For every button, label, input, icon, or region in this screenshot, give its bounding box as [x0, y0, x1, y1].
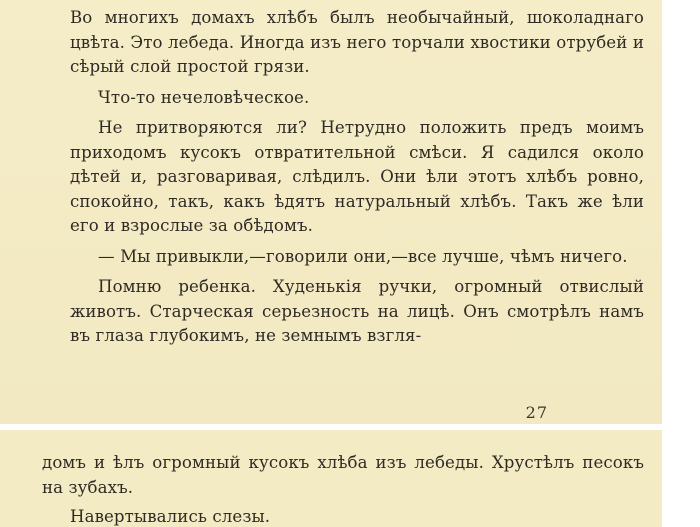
paragraph-quote: — Мы привыкли,—говорили они,—все лучше, чѣмъ ничего.: [98, 246, 628, 266]
page-28: [0, 430, 662, 527]
paragraph-inhuman: Что-то нечеловѣческое.: [98, 87, 310, 107]
paragraph-bread-description: Во многихъ домахъ хлѣбъ былъ необычайный, шоколаднаго цвѣта. Это лебеда. Иногда изъ него торчали хвостики отрубей и сѣрый слой простой грязи.: [70, 8, 644, 76]
paragraph-continuation: домъ и ѣлъ огромный кусокъ хлѣба изъ лебеды. Хрустѣлъ песокъ на зубахъ.: [42, 453, 644, 497]
paragraph-tears: Навертывались слезы.: [70, 507, 271, 526]
paragraph-pretending: Не притворяются ли? Нетрудно положить предъ моимъ приходомъ кусокъ отвратительной смѣси. Я садился около дѣтей и, разговаривая, слѣдилъ. Они ѣли этотъ хлѣбъ ровно, спокойно, такъ, какъ ѣдятъ натуральный хлѣбъ. Такъ же ѣли его и взрослые за обѣдомъ.: [70, 118, 644, 235]
page-number: 27: [525, 403, 548, 422]
paragraph-child: Помню ребенка. Худенькія ручки, огромный отвислый животъ. Старческая серьезность на лицѣ. Онъ смотрѣлъ намъ въ глаза глубокимъ, не земнымъ взгля-: [70, 277, 644, 345]
